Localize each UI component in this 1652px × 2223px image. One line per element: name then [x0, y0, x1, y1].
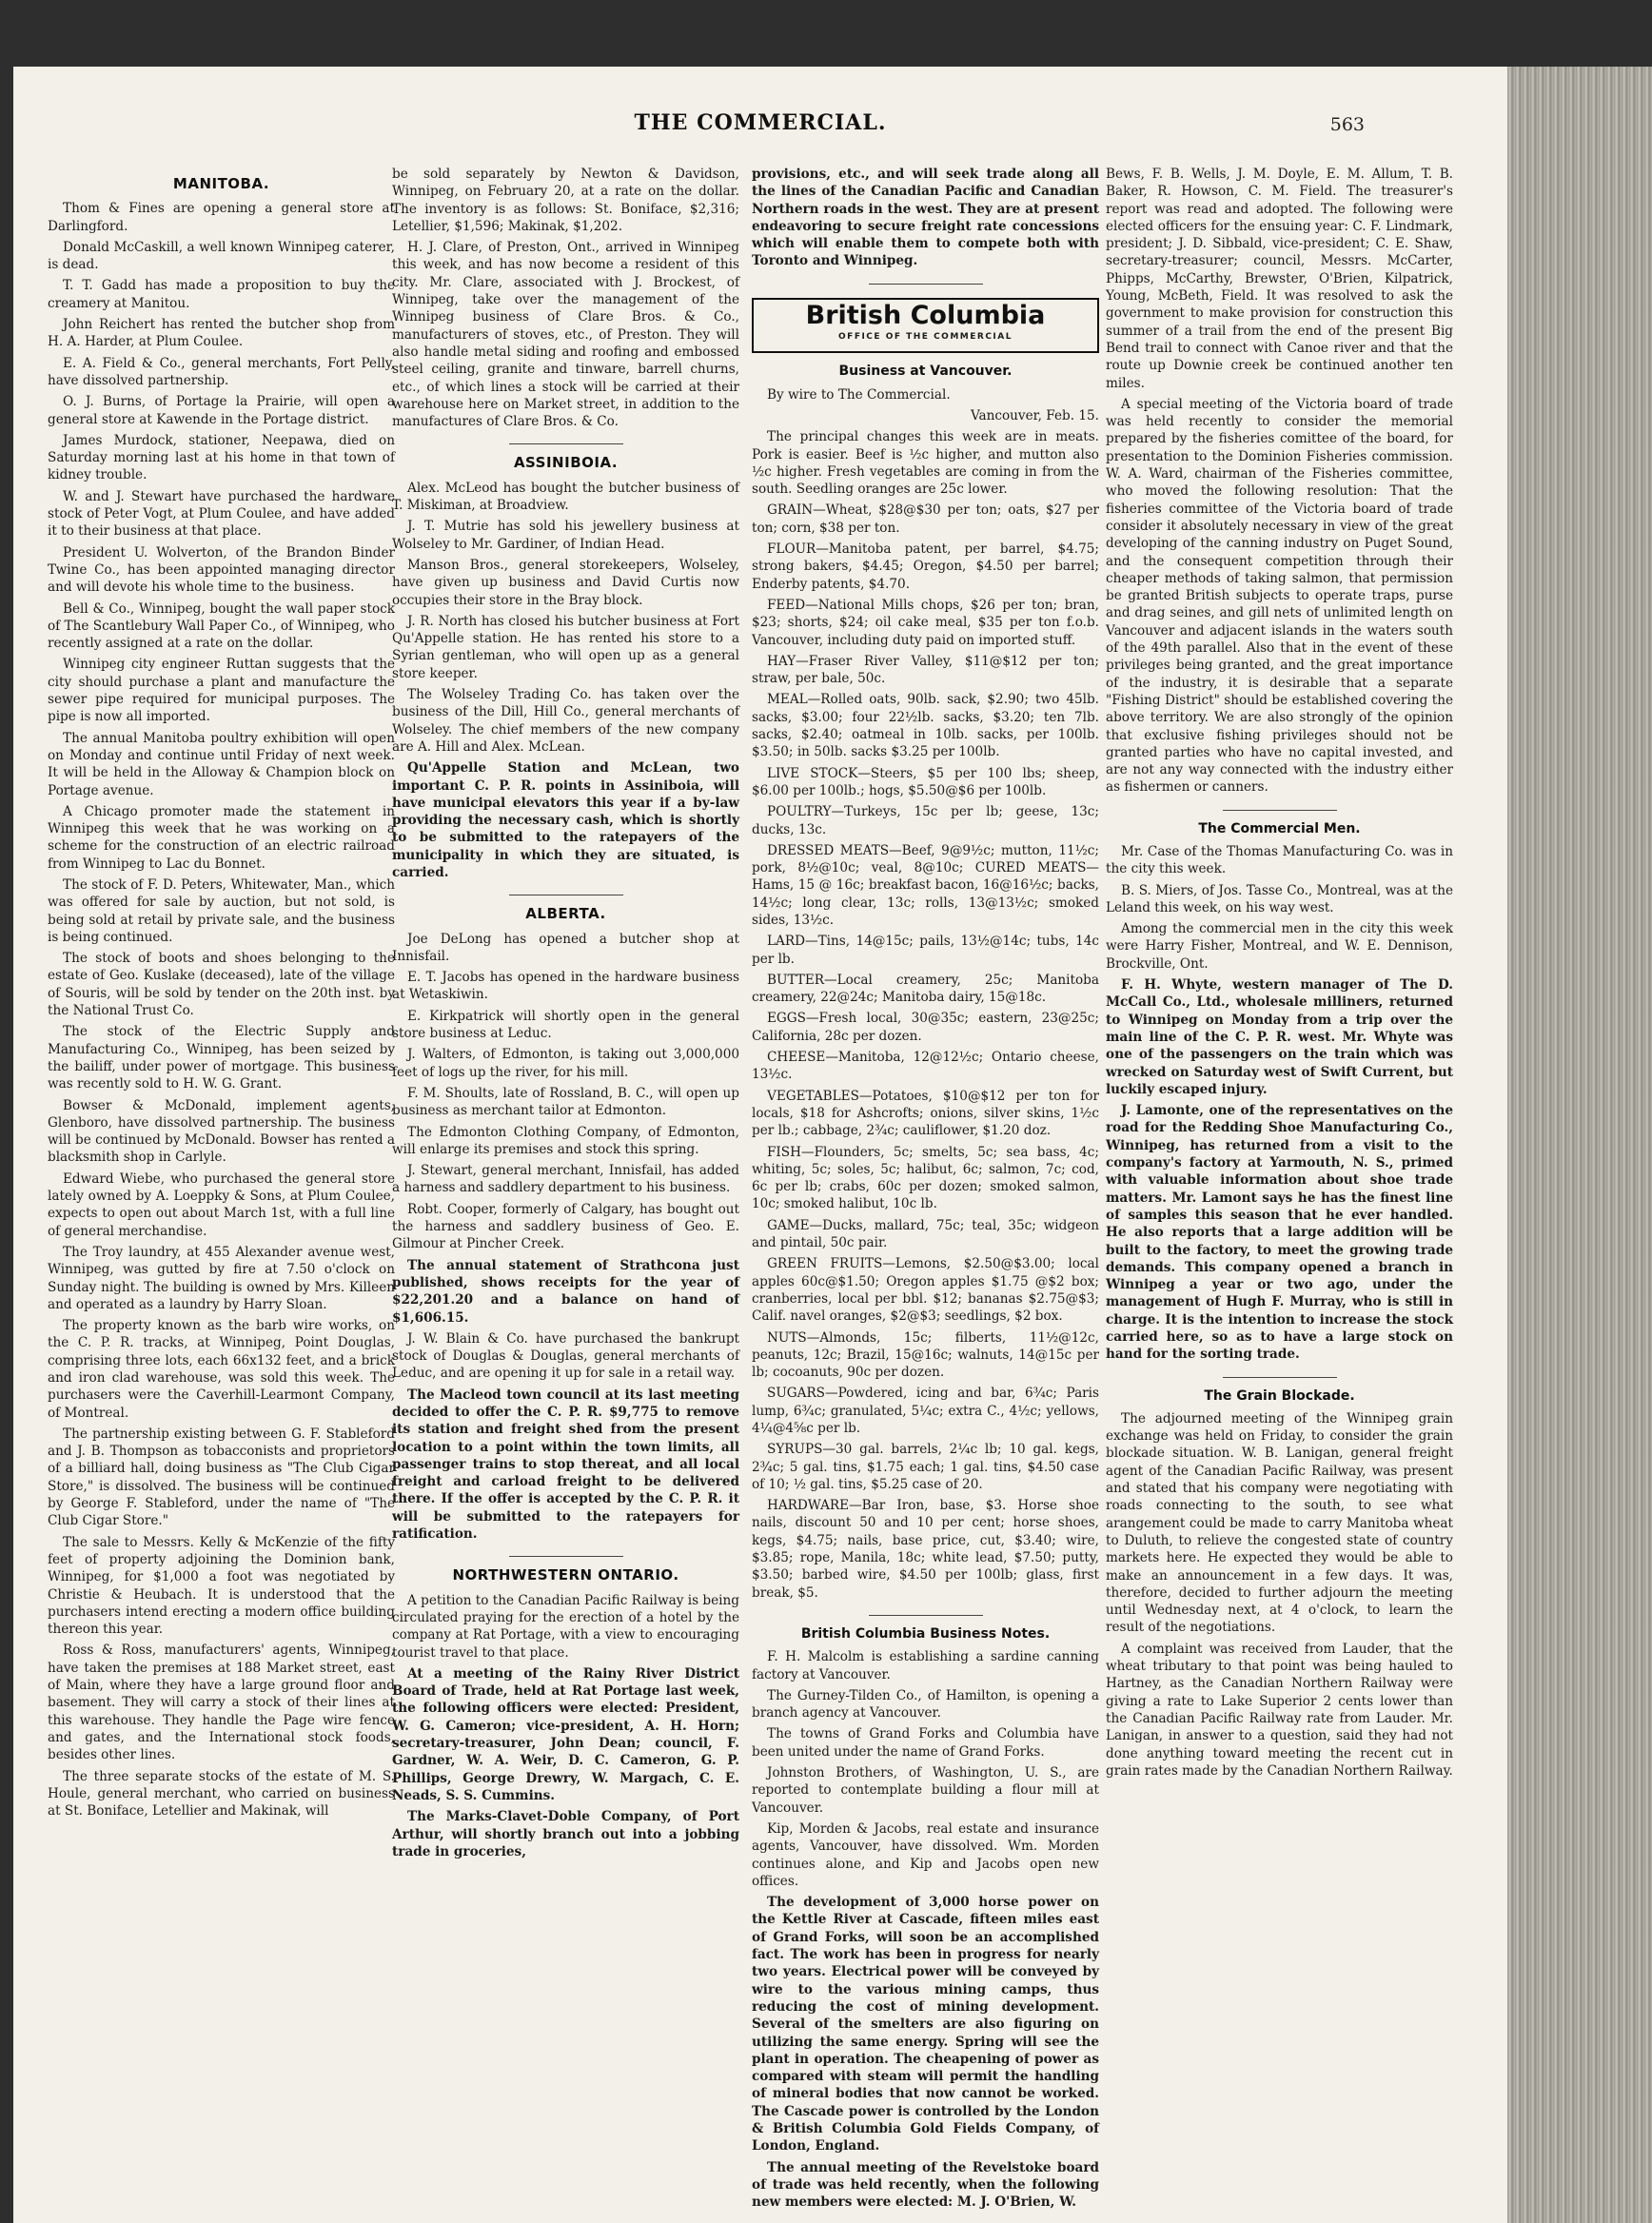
article-paragraph: DRESSED MEATS—Beef, 9@9½c; mutton, 11½c; pork, 8½@10c; veal, 8@10c; CURED MEATS—Hams, 15 @ 16c; breakfast bacon, 16@16½c; backs, 14½c; long clear, 13c; rolls, 13@13½c; smoked sides, 13½c. [752, 842, 1099, 928]
article-paragraph: Bell & Co., Winnipeg, bought the wall paper stock of The Scantlebury Wall Paper Co., of Winnipeg, who recently assigned at a rate on the dollar. [48, 600, 395, 652]
banner-title: British Columbia [805, 300, 1046, 330]
page-edge [1507, 67, 1652, 2223]
article-paragraph: A special meeting of the Victoria board of trade was held recently to consider the memorial prepared by the fisheries comittee of the board, for presentation to the Dominion Fisheries commission. W. A. Ward, chairman of the Fisheries committee, who moved the following resolution: That the fisheries committee of the Victoria board of trade consider it absolutely necessary in view of the great developing of the canning industry on Puget Sound, and the consequent competition through their cheaper methods of taking salmon, that permission be granted British subjects to operate traps, purse and drag seines, and gill nets of unlimited length on Vancouver and adjacent islands in the waters south of the 49th parallel. Also that in the event of these privileges being granted, and the great importance of the industry, it is desirable that a separate "Fishing District" should be established covering the above territory. We are also strongly of the opinion that exclusive fishing privileges should not be granted parties who have no capital invested, and are not any way connected with the industry either as fishermen or canners. [1106, 396, 1453, 796]
banner-subtitle: OFFICE OF THE COMMERCIAL [838, 332, 1013, 343]
article-paragraph: The three separate stocks of the estate of M. S. Houle, general merchant, who carried on business at St. Boniface, Letellier and Makinak, will [48, 1768, 395, 1820]
article-paragraph: FLOUR—Manitoba patent, per barrel, $4.75; strong bakers, $4.45; Oregon, $4.50 per barrel; Enderby patents, $4.70. [752, 541, 1099, 592]
article-paragraph: be sold separately by Newton & Davidson, Winnipeg, on February 20, at a rate on the dollar. The inventory is as follows: St. Boniface, $2,316; Letellier, $1,596; Makinak, $1,202. [392, 167, 739, 234]
article-paragraph: E. Kirkpatrick will shortly open in the general store business at Leduc. [392, 1008, 739, 1042]
article-paragraph: The Macleod town council at its last meeting decided to offer the C. P. R. $9,775 to remove its station and freight shed from the present location to a point within the town limits, all passenger trains to stop thereat, and all local freight and carload freight to be delivered there. If the offer is accepted by the C. P. R. it will be submitted to the ratepayers for ratification. [392, 1387, 739, 1543]
article-paragraph: H. J. Clare, of Preston, Ont., arrived in Winnipeg this week, and has now become a resident of this city. Mr. Clare, associated with J. Brockest, of Winnipeg, take over the management of the Winnipeg business of Clare Bros. & Co., manufacturers of stoves, etc., of Preston. They will also handle metal siding and roofing and embossed steel ceiling, granite and tinware, barrell churns, etc., of which lines a stock will be carried at their warehouse here on Market street, in addition to the manufactures of Clare Bros. & Co. [392, 240, 739, 430]
divider-rule [509, 443, 623, 444]
article-paragraph: BUTTER—Local creamery, 25c; Manitoba creamery, 22@24c; Manitoba dairy, 15@18c. [752, 972, 1099, 1006]
article-paragraph: FEED—National Mills chops, $26 per ton; bran, $23; shorts, $24; oil cake meal, $35 per ton f.o.b. Vancouver, including duty paid on imported stuff. [752, 597, 1099, 648]
divider-rule [869, 1615, 983, 1616]
article-paragraph: Vancouver, Feb. 15. [970, 407, 1099, 423]
article-paragraph: J. T. Mutrie has sold his jewellery business at Wolseley to Mr. Gardiner, of Indian Head. [392, 519, 739, 552]
article-paragraph: LARD—Tins, 14@15c; pails, 13½@14c; tubs, 14c per lb. [752, 934, 1099, 967]
article-paragraph: Qu'Appelle Station and McLean, two important C. P. R. points in Assiniboia, will have municipal elevators this year if a by-law providing the necessary cash, which is shortly to be submitted to the ratepayers of the municipality in which they are situated, is carried. [392, 760, 739, 880]
article-paragraph: Joe DeLong has opened a butcher shop at Innisfail. [392, 931, 739, 964]
article-paragraph: J. R. North has closed his butcher business at Fort Qu'Appelle station. He has rented his store to a Syrian gentleman, who will open up as a general store keeper. [392, 613, 739, 681]
article-paragraph: Among the commercial men in the city this week were Harry Fisher, Montreal, and W. E. Dennison, Brockville, Ont. [1106, 921, 1453, 972]
article-paragraph: The partnership existing between G. F. Stableford and J. B. Thompson as tobacconists and proprietors of a billiard hall, doing business as "The Club Cigar Store," is dissolved. The business will be continued by George F. Stableford, under the name of "The Club Cigar Store." [48, 1426, 395, 1529]
article-paragraph: John Reichert has rented the butcher shop from H. A. Harder, at Plum Coulee. [48, 317, 395, 350]
article-paragraph: Robt. Cooper, formerly of Calgary, has bought out the harness and saddlery business of Geo. E. Gilmour at Pincher Creek. [392, 1201, 739, 1252]
article-paragraph: POULTRY—Turkeys, 15c per lb; geese, 13c; ducks, 13c. [752, 804, 1099, 837]
article-paragraph: T. T. Gadd has made a proposition to buy the creamery at Manitou. [48, 278, 395, 311]
article-paragraph: VEGETABLES—Potatoes, $10@$12 per ton for locals, $18 for Ashcrofts; onions, silver skins, 1½c per lb.; cabbage, 2¾c; cauliflower, $1.20 doz. [752, 1088, 1099, 1139]
article-paragraph: The stock of F. D. Peters, Whitewater, Man., which was offered for sale by auction, but not sold, is being sold at retail by private sale, and the business is being continued. [48, 876, 395, 945]
article-paragraph: The Gurney-Tilden Co., of Hamilton, is opening a branch agency at Vancouver. [752, 1687, 1099, 1721]
article-paragraph: HAY—Fraser River Valley, $11@$12 per ton; straw, per bale, 50c. [752, 653, 1099, 687]
article-paragraph: FISH—Flounders, 5c; smelts, 5c; sea bass, 4c; whiting, 5c; soles, 5c; halibut, 6c; salmon, 7c; cod, 6c per lb; crabs, 60c per dozen; smoked salmon, 10c; smoked halibut, 10c lb. [752, 1144, 1099, 1212]
divider-rule [1223, 810, 1337, 811]
article-paragraph: SYRUPS—30 gal. barrels, 2¼c lb; 10 gal. kegs, 2¾c; 5 gal. tins, $1.75 each; 1 gal. tins, $4.50 case of 10; ½ gal. tins, $5.25 case of 20. [752, 1442, 1099, 1492]
article-paragraph: Thom & Fines are opening a general store at Darlingford. [48, 201, 395, 234]
article-paragraph: HARDWARE—Bar Iron, base, $3. Horse shoe nails, discount 50 and 10 per cent; horse shoes, kegs, $4.75; nails, base price, cut, $3.40; wire, $3.85; rope, Manila, 18c; white lead, $7.50; putty, $3.50; barbed wire, $4.50 per 100lb; glass, first break, $5. [752, 1498, 1099, 1601]
article-paragraph: The Edmonton Clothing Company, of Edmonton, will enlarge its premises and stock this spring. [392, 1124, 739, 1157]
article-paragraph: Bowser & McDonald, implement agents, Glenboro, have dissolved partnership. The business will be continued by McDonald. Bowser has rented a blacksmith shop in Carlyle. [48, 1097, 395, 1166]
article-paragraph: LIVE STOCK—Steers, $5 per 100 lbs; sheep, $6.00 per 100lb.; hogs, $5.50@$6 per 100lb. [752, 765, 1099, 798]
section-heading: MANITOBA. [172, 175, 270, 192]
article-paragraph: The Troy laundry, at 455 Alexander avenue west, Winnipeg, was gutted by fire at 7.50 o'clock on Sunday night. The building is owned by Mrs. Killeen and operated as a laundry by Harry Sloan. [48, 1244, 395, 1312]
article-paragraph: James Murdock, stationer, Neepawa, died on Saturday morning last at his home in that town of kidney trouble. [48, 432, 395, 483]
article-paragraph: provisions, etc., and will seek trade along all the lines of the Canadian Pacific and Canadian Northern roads in the west. They are at present endeavoring to secure freight rate concessions which will enable them to compete both with Toronto and Winnipeg. [752, 167, 1099, 269]
article-paragraph: J. Lamonte, one of the representatives on the road for the Redding Shoe Manufacturing Co., Winnipeg, has returned from a visit to the company's factory at Yarmouth, N. S., primed with valuable information about shoe trade matters. Mr. Lamont says he has the finest line of samples this season that he ever handled. He also reports that a large addition will be built to the factory, to meet the growing trade demands. This company opened a branch in Winnipeg a year or two ago, under the management of Hugh F. Murray, who is still in charge. It is the intention to increase the stock carried here, so as to have a large stock on hand for the sorting trade. [1106, 1103, 1453, 1363]
article-paragraph: Kip, Morden & Jacobs, real estate and insurance agents, Vancouver, have dissolved. Wm. Morden continues alone, and Kip and Jacobs open new offices. [752, 1820, 1099, 1889]
article-heading: The Commercial Men. [1198, 820, 1361, 836]
article-paragraph: GRAIN—Wheat, $28@$30 per ton; oats, $27 per ton; corn, $38 per ton. [752, 502, 1099, 536]
article-paragraph: The sale to Messrs. Kelly & McKenzie of the fifty feet of property adjoining the Dominion bank, Winnipeg, for $1,000 a foot was negotiated by Christie & Heubach. It is understood that the purchasers intend erecting a modern office building thereon this year. [48, 1534, 395, 1638]
article-paragraph: The annual Manitoba poultry exhibition will open on Monday and continue until Friday of next week. It will be held in the Alloway & Champion block on Portage avenue. [48, 730, 395, 798]
article-paragraph: NUTS—Almonds, 15c; filberts, 11½@12c, peanuts, 12c; Brazil, 15@16c; walnuts, 14@15c per lb; cocoanuts, 90c per dozen. [752, 1329, 1099, 1381]
article-paragraph: B. S. Miers, of Jos. Tasse Co., Montreal, was at the Leland this week, on his way west. [1106, 882, 1453, 915]
british-columbia-banner [752, 298, 1099, 354]
column-4 [1106, 166, 1453, 2193]
article-paragraph: The Marks-Clavet-Doble Company, of Port Arthur, will shortly branch out into a jobbing trade in groceries, [392, 1809, 739, 1859]
article-paragraph: GREEN FRUITS—Lemons, $2.50@$3.00; local apples 60c@$1.50; Oregon apples $1.75 @$2 box; cranberries, local per bbl. $12; bananas $2.75@$3; Calif. navel oranges, $2@$3; seedlings, $2 box. [752, 1256, 1099, 1325]
article-paragraph: The property known as the barb wire works, on the C. P. R. tracks, at Winnipeg, Point Douglas, comprising three lots, each 66x132 feet, and a brick and iron clad warehouse, was sold this week. The purchasers were the Caverhill-Learmont Company, of Montreal. [48, 1318, 395, 1421]
divider-rule [509, 1556, 623, 1557]
article-paragraph: Mr. Case of the Thomas Manufacturing Co. was in the city this week. [1106, 843, 1453, 877]
article-paragraph: The stock of the Electric Supply and Manufacturing Co., Winnipeg, has been seized by the bailiff, under power of mortgage. This business was recently sold to H. W. G. Grant. [48, 1024, 395, 1092]
section-heading: ALBERTA. [525, 905, 606, 923]
page-number: 563 [1329, 114, 1365, 135]
newspaper-page [13, 67, 1507, 2223]
divider-rule [1223, 1377, 1337, 1378]
article-paragraph: J. Walters, of Edmonton, is taking out 3,000,000 feet of logs up the river, for his mill. [392, 1047, 739, 1080]
article-paragraph: A complaint was received from Lauder, that the wheat tributary to that point was being hauled to Hartney, as the Canadian Northern Railway were giving a rate to Lake Superior 2 cents lower than the Canadian Pacific Railway rate from Lauder. Mr. Lanigan, in answer to a question, said they had not done anything toward meeting the recent cut in grain rates made by the Canadian Northern Railway. [1106, 1641, 1453, 1779]
article-paragraph: Ross & Ross, manufacturers' agents, Winnipeg, have taken the premises at 188 Market street, east of Main, where they have a large ground floor and basement. They will carry a stock of their lines at this warehouse. They handle the Page wire fence and gates, and the International stock foods, besides other lines. [48, 1643, 395, 1763]
article-paragraph: By wire to The Commercial. [767, 386, 951, 403]
article-paragraph: W. and J. Stewart have purchased the hardware stock of Peter Vogt, at Plum Coulee, and have added it to their business at that place. [48, 488, 395, 540]
section-heading: NORTHWESTERN ONTARIO. [452, 1566, 679, 1584]
article-paragraph: F. M. Shoults, late of Rossland, B. C., will open up business as merchant tailor at Edmonton. [392, 1085, 739, 1119]
article-paragraph: J. W. Blain & Co. have purchased the bankrupt stock of Douglas & Douglas, general merchants of Leduc, and are opening it up for sale in a retail way. [392, 1330, 739, 1382]
article-paragraph: The development of 3,000 horse power on the Kettle River at Cascade, fifteen miles east of Grand Forks, will soon be an accomplished fact. The work has been in progress for nearly two years. Electrical power will be conveyed by wire to the various mining camps, thus reducing the cost of mining development. Several of the smelters are also figuring on utilizing the same energy. Spring will see the plant in operation. The cheapening of power as compared with steam will permit the handling of mineral bodies that now cannot be worked. The Cascade power is controlled by the London & British Columbia Gold Fields Company, of London, England. [752, 1895, 1099, 2154]
article-heading: The Grain Blockade. [1204, 1387, 1355, 1404]
article-paragraph: Manson Bros., general storekeepers, Wolseley, have given up business and David Curtis now occupies their store in the Bray block. [392, 557, 739, 608]
article-paragraph: Donald McCaskill, a well known Winnipeg caterer, is dead. [48, 239, 395, 273]
article-paragraph: Johnston Brothers, of Washington, U. S., are reported to contemplate building a flour mill at Vancouver. [752, 1765, 1099, 1816]
article-paragraph: The towns of Grand Forks and Columbia have been united under the name of Grand Forks. [752, 1726, 1099, 1760]
article-paragraph: CHEESE—Manitoba, 12@12½c; Ontario cheese, 13½c. [752, 1050, 1099, 1083]
article-paragraph: At a meeting of the Rainy River District Board of Trade, held at Rat Portage last week, the following officers were elected: President, W. G. Cameron; vice-president, A. H. Horn; secretary-treasurer, John Dean; council, F. Gardner, W. A. Weir, D. C. Cameron, G. P. Phillips, George Drewry, W. Margach, C. E. Neads, S. S. Cummins. [392, 1665, 739, 1803]
article-paragraph: EGGS—Fresh local, 30@35c; eastern, 23@25c; California, 28c per dozen. [752, 1011, 1099, 1044]
article-paragraph: Bews, F. B. Wells, J. M. Doyle, E. M. Allum, T. B. Baker, R. Howson, C. M. Field. The treasurer's report was read and adopted. The following were elected officers for the ensuing year: C. F. Lindmark, president; J. D. Sibbald, vice-president; C. E. Shaw, secretary-treasurer; council, Messrs. McCarter, Phipps, McCarthy, Brewster, O'Brien, Kilpatrick, Young, McBeth, Field. It was resolved to ask the government to make provision for construction this summer of a trail from the end of the present Big Bend trail to connect with Canoe river and that the route up Downie creek be continued another ten miles. [1106, 167, 1453, 391]
article-paragraph: MEAL—Rolled oats, 90lb. sack, $2.90; two 45lb. sacks, $3.00; four 22½lb. sacks, $3.20; ten 7lb. sacks, $2.40; oatmeal in 10lb. sacks, per 100lb. $3.50; in 50lb. sacks $3.25 per 100lb. [752, 692, 1099, 760]
article-paragraph: The stock of boots and shoes belonging to the estate of Geo. Kuslake (deceased), late of the village of Souris, will be sold by tender on the 20th inst. by the National Trust Co. [48, 951, 395, 1019]
article-paragraph: SUGARS—Powdered, icing and bar, 6¾c; Paris lump, 6¾c; granulated, 5¼c; extra C., 4½c; yellows, 4¼@4⅝c per lb. [752, 1386, 1099, 1436]
article-paragraph: E. A. Field & Co., general merchants, Fort Pelly, have dissolved partnership. [48, 355, 395, 388]
masthead [13, 110, 1507, 143]
article-paragraph: A petition to the Canadian Pacific Railway is being circulated praying for the erection of a hotel by the company at Rat Portage, with a view to encouraging tourist travel to that place. [392, 1592, 739, 1661]
article-paragraph: A Chicago promoter made the statement in Winnipeg this week that he was working on a scheme for the construction of an electric railroad from Winnipeg to Lac du Bonnet. [48, 803, 395, 872]
article-paragraph: President U. Wolverton, of the Brandon Binder Twine Co., has been appointed managing director and will devote his whole time to the business. [48, 544, 395, 596]
article-heading: Business at Vancouver. [838, 364, 1013, 380]
article-paragraph: The adjourned meeting of the Winnipeg grain exchange was held on Friday, to consider the grain blockade situation. W. B. Lanigan, general freight agent of the Canadian Pacific Railway, was present and stated that his company were negotiating with roads connecting to the south, to see what arangement could be made to carry Manitoba wheat to Duluth, to relieve the congested state of country markets here. He expected they would be able to make an announcement in a few days. It was, therefore, decided to further adjourn the meeting until Wednesday next, at 4 o'clock, to learn the result of the negotiations. [1106, 1410, 1453, 1636]
article-paragraph: The annual meeting of the Revelstoke board of trade was held recently, when the following new members were elected: M. J. O'Brien, W. [752, 2159, 1099, 2211]
article-paragraph: Alex. McLeod has bought the butcher business of T. Miskiman, at Broadview. [392, 480, 739, 514]
article-paragraph: The Wolseley Trading Co. has taken over the business of the Dill, Hill Co., general merchants of Wolseley. The chief members of the new company are A. Hill and Alex. McLean. [392, 687, 739, 755]
article-paragraph: F. H. Malcolm is establishing a sardine canning factory at Vancouver. [752, 1649, 1099, 1682]
article-paragraph: Edward Wiebe, who purchased the general store lately owned by A. Loeppky & Sons, at Plum Coulee, expects to open out about March 1st, with a full line of general merchandise. [48, 1171, 395, 1239]
article-heading: British Columbia Business Notes. [800, 1625, 1051, 1642]
column-1 [48, 166, 395, 2193]
divider-rule [869, 284, 983, 285]
article-paragraph: The annual statement of Strathcona just published, shows receipts for the year of $22,201.20 and a balance on hand of $1,606.15. [392, 1257, 739, 1326]
article-paragraph: O. J. Burns, of Portage la Prairie, will open a general store at Kawende in the Portage district. [48, 394, 395, 427]
article-paragraph: E. T. Jacobs has opened in the hardware business at Wetaskiwin. [392, 970, 739, 1003]
article-paragraph: F. H. Whyte, western manager of The D. McCall Co., Ltd., wholesale milliners, returned to Winnipeg on Monday from a trip over the main line of the C. P. R. west. Mr. Whyte was one of the passengers on the train which was wrecked on Saturday west of Swift Current, but luckily escaped injury. [1106, 977, 1453, 1097]
article-paragraph: J. Stewart, general merchant, Innisfail, has added a harness and saddlery department to his business. [392, 1163, 739, 1196]
publication-title: THE COMMERCIAL. [634, 110, 887, 135]
section-heading: ASSINIBOIA. [513, 454, 619, 472]
article-paragraph: Winnipeg city engineer Ruttan suggests that the city should purchase a plant and manufacture the sewer pipe required for municipal purposes. The pipe is now all imported. [48, 657, 395, 725]
column-2 [392, 166, 739, 2193]
column-3 [752, 166, 1099, 2211]
article-paragraph: The principal changes this week are in meats. Pork is easier. Beef is ½c higher, and mutton also ½c higher. Fresh vegetables are coming in from the south. Seedling oranges are 25c lower. [752, 429, 1099, 498]
article-paragraph: GAME—Ducks, mallard, 75c; teal, 35c; widgeon and pintail, 50c pair. [752, 1217, 1099, 1251]
